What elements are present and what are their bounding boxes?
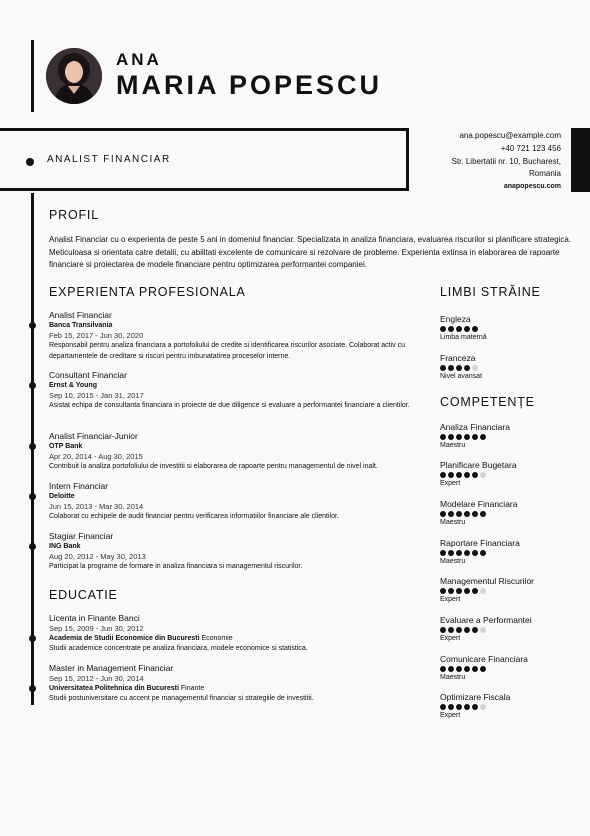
experience-title: Stagiar Financiar — [49, 531, 114, 541]
rating-dot-filled — [448, 434, 454, 440]
rating-dot-filled — [440, 472, 446, 478]
section-title-experience: EXPERIENTA PROFESIONALA — [49, 285, 246, 299]
skill-item — [440, 538, 520, 566]
skill-name: Planificare Bugetara — [440, 460, 517, 470]
rating-dot-filled — [464, 365, 470, 371]
experience-desc: Colaborat cu echipele de audit financiar pentru verificarea informatiilor financiare ale clientilor. — [49, 513, 339, 520]
rating-dot-filled — [472, 666, 478, 672]
rating-dot-filled — [448, 550, 454, 556]
rating-dot-filled — [464, 704, 470, 710]
rating-dot-filled — [448, 704, 454, 710]
timeline-dot — [29, 543, 36, 550]
experience-desc: Responsabil pentru analiza financiara a portofoliului de credite si identificarea riscurilor asociate. Colaborat activ cu departamentele de creditare si riscuri pentru imbunatatirea proceselor interne. — [49, 342, 406, 360]
language-level: Limba maternă — [440, 334, 487, 341]
experience-title: Consultant Financiar — [49, 370, 127, 380]
rating-dots — [440, 365, 482, 371]
rating-dots — [440, 511, 517, 517]
rating-dot-filled — [464, 550, 470, 556]
rating-dot-filled — [448, 326, 454, 332]
skill-level: Expert — [440, 480, 461, 487]
experience-desc: Contribuit la analiza portofoliului de investitii si elaborarea de rapoarte pentru managementul de nivel inalt. — [49, 463, 378, 470]
rating-dot-filled — [440, 434, 446, 440]
rating-dot-empty — [472, 365, 478, 371]
rating-dot-filled — [456, 434, 462, 440]
section-title-skills: COMPETENȚE — [440, 395, 535, 409]
profile-text: Analist Financiar cu o experienta de peste 5 ani in domeniul financiar. Specializata in analiza financiara, evaluarea riscurilor si planificare strategica. Meticuloasa si orientata catre detalii, cu abilitati excelente de comunicare si rezolvare de probleme. Experienta extinsa in elaborarea de rapoarte financiare si proiectarea de modele financiare pentru optimizarea performantei companiei. — [49, 235, 572, 269]
skill-level: Expert — [440, 712, 461, 719]
education-date: Sep 15, 2012 - Jun 30, 2014 — [49, 674, 144, 683]
contact-address-line1: Str. Libertatii nr. 10, Bucharest, — [451, 156, 561, 166]
experience-title: Analist Financiar-Junior — [49, 431, 138, 441]
contact-website[interactable]: anapopescu.com — [503, 183, 561, 191]
section-title-profile: PROFIL — [49, 208, 99, 222]
skill-item — [440, 576, 534, 604]
rating-dot-empty — [480, 627, 486, 633]
experience-date: Apr 20, 2014 - Aug 30, 2015 — [49, 452, 143, 461]
education-institution: Universitatea Politehnica din Bucuresti — [49, 685, 179, 692]
skill-name: Analiza Financiara — [440, 422, 510, 432]
experience-title: Analist Financiar — [49, 310, 112, 320]
contact-phone[interactable]: +40 721 123 456 — [500, 143, 561, 153]
skill-item — [440, 499, 517, 527]
rating-dot-empty — [480, 588, 486, 594]
avatar — [46, 48, 102, 104]
rating-dot-filled — [456, 365, 462, 371]
rating-dot-filled — [464, 627, 470, 633]
contact-address-line2: Romania — [528, 169, 561, 179]
rating-dot-filled — [480, 666, 486, 672]
experience-desc: Asistat echipa de consultanta financiara in proiecte de due diligence si evaluare a performantei financiare a clientilor. — [49, 402, 410, 409]
rating-dot-filled — [480, 550, 486, 556]
decorative-bar — [571, 128, 590, 192]
timeline-dot — [29, 685, 36, 692]
education-institution: Academia de Studii Economice din Bucuresti — [49, 635, 200, 642]
experience-org: Deloitte — [49, 493, 75, 500]
rating-dots — [440, 666, 528, 672]
rating-dot-filled — [456, 326, 462, 332]
timeline-dot — [29, 635, 36, 642]
education-date: Sep 15, 2009 - Jun 30, 2012 — [49, 624, 144, 633]
rating-dots — [440, 550, 520, 556]
contact-email[interactable]: ana.popescu@example.com — [459, 131, 561, 140]
timeline-dot — [29, 443, 36, 450]
bullet-icon — [26, 158, 34, 166]
experience-entry — [49, 431, 421, 473]
experience-org: Ernst & Young — [49, 382, 97, 389]
skill-level: Maestru — [440, 442, 466, 449]
experience-org: OTP Bank — [49, 443, 83, 450]
skill-item — [440, 692, 510, 720]
rating-dots — [440, 472, 517, 478]
experience-date: Feb 15, 2017 - Jun 30, 2020 — [49, 331, 144, 340]
education-field: Finante — [180, 685, 205, 692]
language-name: Engleza — [440, 314, 471, 324]
rating-dot-filled — [464, 472, 470, 478]
rating-dots — [440, 588, 534, 594]
education-title: Licenta in Finante Banci — [49, 613, 140, 623]
rating-dot-filled — [464, 434, 470, 440]
rating-dot-filled — [464, 326, 470, 332]
skill-name: Optimizare Fiscala — [440, 692, 511, 702]
job-title-box — [0, 128, 409, 191]
rating-dot-filled — [448, 472, 454, 478]
job-title: ANALIST FINANCIAR — [47, 154, 171, 165]
rating-dot-filled — [440, 666, 446, 672]
first-name: ANA — [116, 50, 162, 69]
skill-item — [440, 615, 532, 643]
education-title: Master in Management Financiar — [49, 663, 174, 673]
rating-dot-filled — [480, 434, 486, 440]
rating-dot-filled — [440, 511, 446, 517]
skill-name: Evaluare a Performantei — [440, 615, 532, 625]
rating-dots — [440, 434, 510, 440]
rating-dot-filled — [448, 365, 454, 371]
rating-dot-filled — [456, 704, 462, 710]
section-title-education: EDUCATIE — [49, 588, 118, 602]
language-item — [440, 314, 487, 342]
rating-dot-filled — [440, 326, 446, 332]
experience-date: Sep 10, 2015 - Jan 31, 2017 — [49, 391, 144, 400]
rating-dot-filled — [472, 472, 478, 478]
rating-dot-filled — [448, 666, 454, 672]
experience-entry — [49, 481, 421, 523]
skill-name: Modelare Financiara — [440, 499, 518, 509]
rating-dot-filled — [456, 550, 462, 556]
rating-dot-filled — [456, 666, 462, 672]
skill-item — [440, 422, 510, 450]
skill-item — [440, 654, 528, 682]
education-entry — [49, 663, 421, 705]
last-name: MARIA POPESCU — [116, 70, 383, 100]
education-desc: Studii postuniversitare cu accent pe managementul financiar si strategiile de investitii. — [49, 695, 314, 702]
rating-dots — [440, 326, 487, 332]
rating-dot-filled — [448, 511, 454, 517]
timeline-dot — [29, 322, 36, 329]
timeline-dot — [29, 382, 36, 389]
education-field: Economie — [201, 635, 233, 642]
rating-dots — [440, 627, 532, 633]
rating-dot-filled — [440, 365, 446, 371]
rating-dot-empty — [480, 704, 486, 710]
rating-dot-filled — [472, 588, 478, 594]
rating-dot-filled — [464, 666, 470, 672]
timeline-line-top — [31, 40, 34, 112]
rating-dot-filled — [440, 627, 446, 633]
experience-desc: Participat la programe de formare in analiza financiara si managementul riscurilor. — [49, 563, 303, 570]
education-org — [49, 634, 421, 644]
language-level: Nivel avansat — [440, 373, 483, 380]
experience-entry — [49, 531, 421, 573]
rating-dot-filled — [456, 627, 462, 633]
skill-item — [440, 460, 517, 488]
rating-dots — [440, 704, 510, 710]
education-org — [49, 684, 421, 694]
rating-dot-filled — [464, 511, 470, 517]
skill-name: Managementul Riscurilor — [440, 576, 535, 586]
experience-org: ING Bank — [49, 543, 81, 550]
skill-level: Expert — [440, 596, 461, 603]
rating-dot-filled — [472, 704, 478, 710]
timeline-dot — [29, 493, 36, 500]
education-entry — [49, 613, 421, 655]
section-title-languages: LIMBI STRĂINE — [440, 285, 541, 299]
skill-level: Maestru — [440, 558, 466, 565]
rating-dot-filled — [472, 627, 478, 633]
experience-entry — [49, 370, 421, 412]
rating-dot-filled — [440, 588, 446, 594]
skill-level: Maestru — [440, 674, 466, 681]
rating-dot-filled — [448, 627, 454, 633]
rating-dot-filled — [472, 434, 478, 440]
education-desc: Studii academice concentrate pe analiza financiara, modele economice si statistica. — [49, 645, 308, 652]
experience-date: Aug 20, 2012 - May 30, 2013 — [49, 552, 146, 561]
rating-dot-filled — [480, 511, 486, 517]
skill-name: Comunicare Financiara — [440, 654, 528, 664]
experience-title: Intern Financiar — [49, 481, 109, 491]
contact-info — [452, 130, 561, 194]
rating-dot-filled — [464, 588, 470, 594]
rating-dot-filled — [472, 326, 478, 332]
rating-dot-filled — [440, 704, 446, 710]
skill-level: Expert — [440, 635, 461, 642]
rating-dot-filled — [472, 511, 478, 517]
rating-dot-filled — [456, 588, 462, 594]
language-item — [440, 353, 482, 381]
experience-org: Banca Transilvania — [49, 322, 113, 329]
rating-dot-filled — [456, 472, 462, 478]
rating-dot-filled — [456, 511, 462, 517]
experience-entry — [49, 310, 421, 362]
skill-name: Raportare Financiara — [440, 538, 520, 548]
experience-date: Jun 15, 2013 - Mar 30, 2014 — [49, 502, 144, 511]
language-name: Franceza — [440, 353, 476, 363]
skill-level: Maestru — [440, 519, 466, 526]
rating-dot-filled — [440, 550, 446, 556]
rating-dot-empty — [480, 472, 486, 478]
rating-dot-filled — [472, 550, 478, 556]
rating-dot-filled — [448, 588, 454, 594]
